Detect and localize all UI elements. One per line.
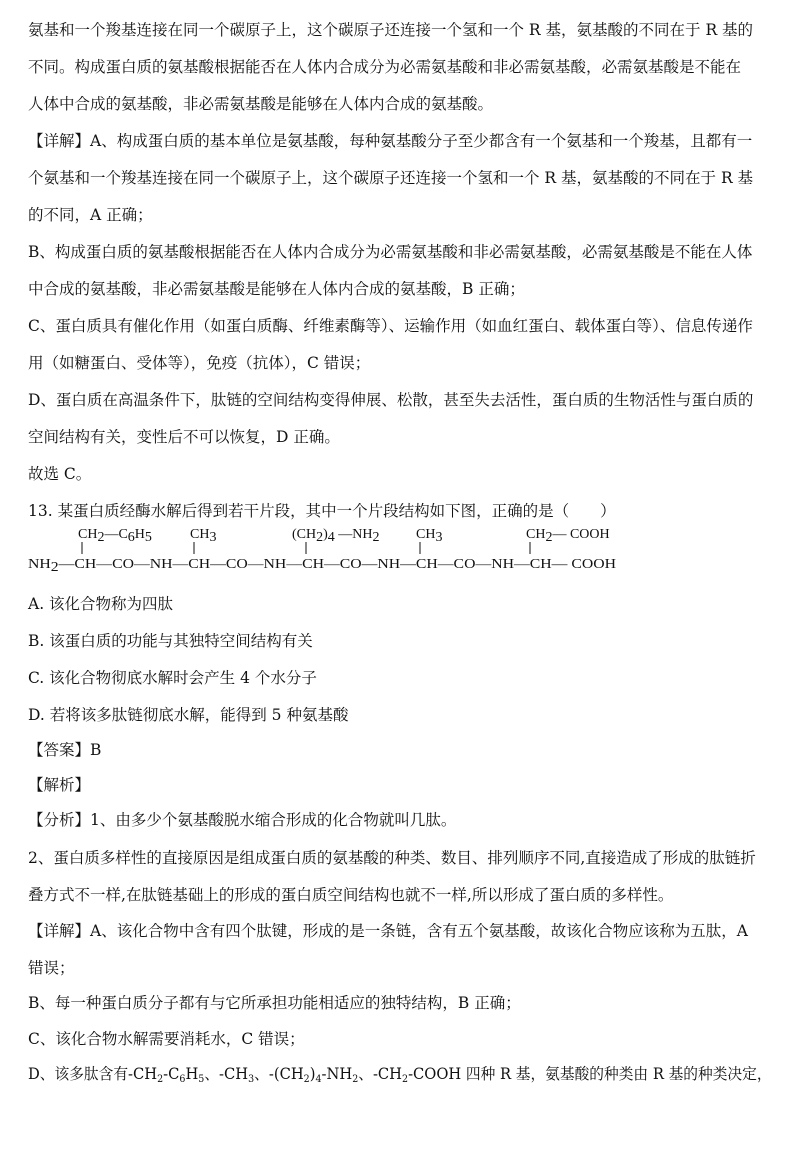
text-line: 的不同，A 正确； (28, 206, 153, 224)
text-line: B、每一种蛋白质分子都有与它所承担功能相适应的独特结构，B 正确； (28, 994, 521, 1012)
question-13-stem: 13. 某蛋白质经酶水解后得到若干片段，其中一个片段结构如下图，正确的是（ ） (28, 502, 616, 520)
text-line: 个氨基和一个羧基连接在同一个碳原子上，这个碳原子还连接一个氢和一个 R 基，氨基酸的不同在于 R 基 (28, 169, 754, 187)
option-c: C. 该化合物彻底水解时会产生 4 个水分子 (28, 669, 317, 687)
text-line: 2、蛋白质多样性的直接原因是组成蛋白质的氨基酸的种类、数目、排列顺序不同,直接造成了形成的肽链折 (28, 849, 756, 867)
text-line: 【详解】A、该化合物中含有四个肽键，形成的是一条链，含有五个氨基酸，故该化合物应该称为五肽，A (28, 922, 748, 940)
text-line: D、蛋白质在高温条件下，肽链的空间结构变得伸展、松散，甚至失去活性，蛋白质的生物活性与蛋白质的 (28, 391, 754, 409)
text-line: 不同。构成蛋白质的氨基酸根据能否在人体内合成分为必需氨基酸和非必需氨基酸，必需氨基酸是不能在 (28, 58, 742, 76)
text-line: 叠方式不一样,在肽链基础上的形成的蛋白质空间结构也就不一样,所以形成了蛋白质的多样性。 (28, 886, 674, 904)
option-d: D. 若将该多肽链彻底水解，能得到 5 种氨基酸 (28, 706, 349, 724)
text-line: 人体中合成的氨基酸，非必需氨基酸是能够在人体内合成的氨基酸。 (28, 95, 494, 113)
text-line: C、该化合物水解需要消耗水，C 错误； (28, 1030, 305, 1048)
analysis-title: 【解析】 (28, 776, 91, 794)
answer: 【答案】B (28, 741, 102, 759)
text-line: B、构成蛋白质的氨基酸根据能否在人体内合成分为必需氨基酸和非必需氨基酸，必需氨基酸是不能在人体 (28, 243, 753, 261)
text-line: 错误； (28, 959, 75, 977)
text-line: 故选 C。 (28, 465, 92, 483)
option-a: A. 该化合物称为四肽 (28, 595, 174, 613)
side-chain-benzyl: CH2—C6H5 (78, 527, 152, 545)
text-line: 中合成的氨基酸，非必需氨基酸是能够在人体内合成的氨基酸，B 正确； (28, 280, 525, 298)
text-line: C、蛋白质具有催化作用（如蛋白质酶、纤维素酶等）、运输作用（如血红蛋白、载体蛋白等）、信息传递作 (28, 317, 753, 335)
text-line: 【分析】1、由多少个氨基酸脱水缩合形成的化合物就叫几肽。 (28, 811, 457, 829)
text-line: 空间结构有关，变性后不可以恢复，D 正确。 (28, 428, 340, 446)
side-chain-methyl: CH3 (190, 527, 217, 545)
side-chain-methyl: CH3 (416, 527, 443, 545)
text-line: 【详解】A、构成蛋白质的基本单位是氨基酸，每种氨基酸分子至少都含有一个氨基和一个羧基，且都有一 (28, 132, 753, 150)
peptide-structure-formula (28, 520, 628, 578)
option-b: B. 该蛋白质的功能与其独特空间结构有关 (28, 632, 313, 650)
text-line: 用（如糖蛋白、受体等），免疫（抗体），C 错误； (28, 354, 371, 372)
side-chain-aminobutyl: (CH2)4 —NH2 (292, 527, 380, 545)
text-line: 氨基和一个羧基连接在同一个碳原子上，这个碳原子还连接一个氢和一个 R 基，氨基酸的不同在于 R 基的 (28, 21, 754, 39)
side-chain-carboxymethyl: CH2— COOH (526, 527, 610, 545)
text-line: D、该多肽含有$-CH_2-C_6H_5$、$-CH_3$、$-(CH_2)_4-NH_2$、$-CH_2$-COOH 四种 R 基，氨基酸的种类由 R 基的种类决定， (28, 1065, 772, 1085)
peptide-main-chain: NH 2—CH—CO—NH—CH—CO—NH—CH—CO—NH—CH—CO—NH—CH— COOH (28, 557, 554, 575)
